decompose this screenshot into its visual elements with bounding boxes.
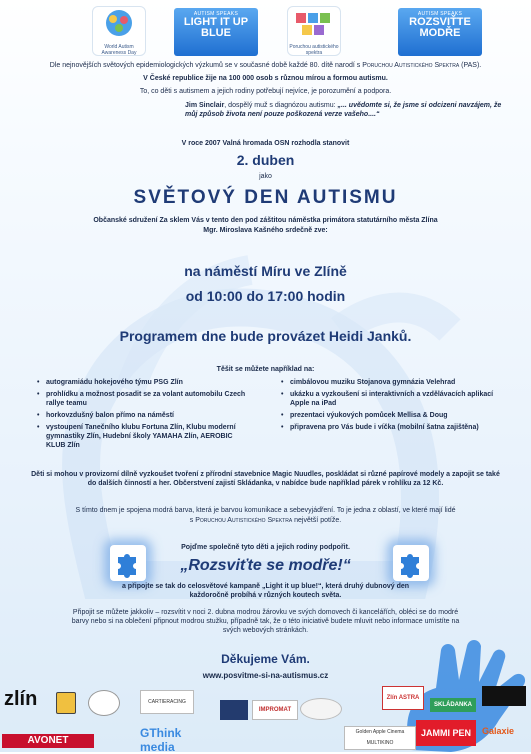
slogan: „Rozsviťte se modře!“ [180, 557, 351, 574]
list-item: • připravena pro Vás bude i víčka (mobilní šatna zajištěna) [280, 423, 495, 432]
event-hours: od 10:00 do 17:00 hodin [185, 288, 346, 304]
puzzle-people-icon [288, 7, 340, 39]
sponsor-skladanka: SKLÁDANKA [430, 698, 476, 712]
round-sponsor-logo-icon [88, 690, 120, 716]
quote-text: „... uvědomte si, že jsme si odcizeni navzájem, že můj způsob života není pouze poškozená verze vašeho....“ [185, 102, 502, 118]
autism-speaks-label-2: AUTISM SPEAKS [417, 11, 463, 17]
jako-text: jako [259, 173, 272, 180]
list-item: • autogramiádu hokejového týmu PSG Zlín [36, 378, 251, 387]
page-title: SVĚTOVÝ DEN AUTISMU [133, 187, 398, 208]
quote-lead: , dospělý muž s diagnózou autismu: [224, 102, 338, 109]
blue-paragraph-2-lead: s [189, 517, 196, 524]
sponsor-cartieracing: CARTIERACING [140, 690, 194, 714]
sinclair-quote [185, 101, 515, 119]
activities-list-right [280, 378, 495, 435]
sponsor-zlin: zlín [4, 688, 38, 710]
light-it-up-blue-text: LIGHT IT UP BLUE [183, 16, 249, 39]
zlin-crest-icon [56, 692, 76, 714]
list-item: • prohlídku a možnost posadit se za volant automobilu Czech rallye teamu [36, 390, 251, 408]
quote-author: Jim Sinclair [185, 102, 225, 109]
sponsor-club-logo-icon [300, 698, 342, 720]
intro-line-2: V České republice žije na 100 000 osob s různou mírou a formou autismu. [143, 75, 388, 82]
event-date: 2. duben [236, 152, 295, 168]
support-line: Pojďme společně tyto děti a jejich rodiny podpořit. [181, 544, 350, 551]
intro-line-1 [0, 61, 531, 70]
sponsor-gthink: GThink media [140, 726, 182, 754]
campaign-paragraph: a připojte se tak do celosvětové kampaně „Light it up blue!“, která druhý dubnový den každoročně probíhá v různých koutech světa. [121, 583, 410, 599]
sponsor-impromat: IMPROMAT [252, 700, 298, 720]
kids-paragraph: Děti si mohou v provizorní dílně vyzkoušet tvoření z přírodní stavebnice Magic Nuudles, poskládat si různé papírové modely a zapojit se také do dalších činností a her. Občerstvení zajistí Skládanka, v nabídce bude například párek v rohlíku za 12 Kč. [31, 471, 500, 487]
blue-paragraph-2 [0, 516, 531, 525]
pas-term-2: Poruchou Autistického Spektra [195, 517, 293, 524]
pas-abbrev: (PAS). [459, 62, 482, 69]
pas-term: Poruchou Autistického Spektra [362, 62, 460, 69]
pas-logo-caption: Poruchou autistického spektra [289, 44, 339, 56]
rozsvitte-modre-text: ROZSVIŤTE MODŘE [409, 16, 471, 39]
pas-logo [287, 6, 341, 56]
sponsor-square-logo-icon [220, 700, 248, 720]
autism-speaks-label: AUTISM SPEAKS [193, 11, 239, 17]
sponsor-avonet: AVONET [2, 734, 94, 748]
intro-line-1-text: Dle nejnovějších světových epidemiologických výzkumů se v současné době každé 80. dítě narodí s [49, 62, 363, 69]
org-line-2: Mgr. Miroslava Kašného srdečně zve: [203, 227, 328, 234]
list-item: • cimbálovou muziku Stojanova gymnázia Velehrad [280, 378, 495, 387]
website-link[interactable]: www.posvitme-si-na-autismus.cz [202, 671, 329, 680]
list-item: • vystoupení Tanečního klubu Fortuna Zlín, Klubu moderní gymnastiky Zlín, Hudební školy YAMAHA Zlín, AEROBIC KLUB Zlín [36, 423, 251, 450]
world-autism-day-icon [93, 7, 145, 39]
activities-list-left [36, 378, 251, 453]
event-place: na náměstí Míru ve Zlíně [184, 263, 347, 279]
list-item: • ukázku a vyzkoušení si interaktivních a vzdělávacích aplikací Apple na iPad [280, 390, 495, 408]
org-line-1: Občanské sdružení Za sklem Vás v tento den pod záštitou náměstka primátora statutárního města Zlína [93, 217, 438, 224]
sponsor-galaxie: Galaxie [482, 726, 515, 736]
join-paragraph: Připojit se můžete jakkoliv – rozsvítit v noci 2. dubna modrou žárovku ve svých domovech či kancelářích, obléci se do modré barvy nebo si na oblečení připnout modrou stužku, případně tak, že o této iniciativě budete mluvit nebo informace umístíte na svých webových stránkách. [71, 609, 460, 634]
sponsor-black-logo-icon [482, 686, 526, 706]
light-it-up-blue-logo [174, 8, 258, 56]
program-host: Programem dne bude provázet Heidi Janků. [119, 328, 412, 344]
look-forward-heading: Těšit se můžete například na: [216, 366, 315, 373]
sponsor-golden-apple: Golden Apple Cinema MULTIKINO [344, 726, 416, 750]
sponsor-astra: Zlín ASTRA [382, 686, 424, 710]
world-autism-day-caption: World Autism Awareness Day [101, 44, 137, 56]
thanks-text: Děkujeme Vám. [221, 652, 310, 666]
list-item: • horkovzdušný balon přímo na náměstí [36, 411, 251, 420]
sponsor-jammi-pen: JAMMI PEN [416, 720, 476, 746]
intro-line-3: To, co děti s autismem a jejich rodiny potřebují nejvíce, je porozumění a podpora. [139, 88, 392, 95]
un-line: V roce 2007 Valná hromada OSN rozhodla stanovit [181, 140, 350, 147]
blue-paragraph-1: S tímto dnem je spojena modrá barva, která je barvou komunikace a sebevyjádření. To je jedna z oblastí, ve které mají lidé [75, 507, 456, 514]
list-item: • prezentaci výukových pomůcek Mellisa & Doug [280, 411, 495, 420]
blue-paragraph-2-tail: největší potíže. [292, 517, 342, 524]
rozsvitte-modre-logo [398, 8, 482, 56]
world-autism-day-logo [92, 6, 146, 56]
